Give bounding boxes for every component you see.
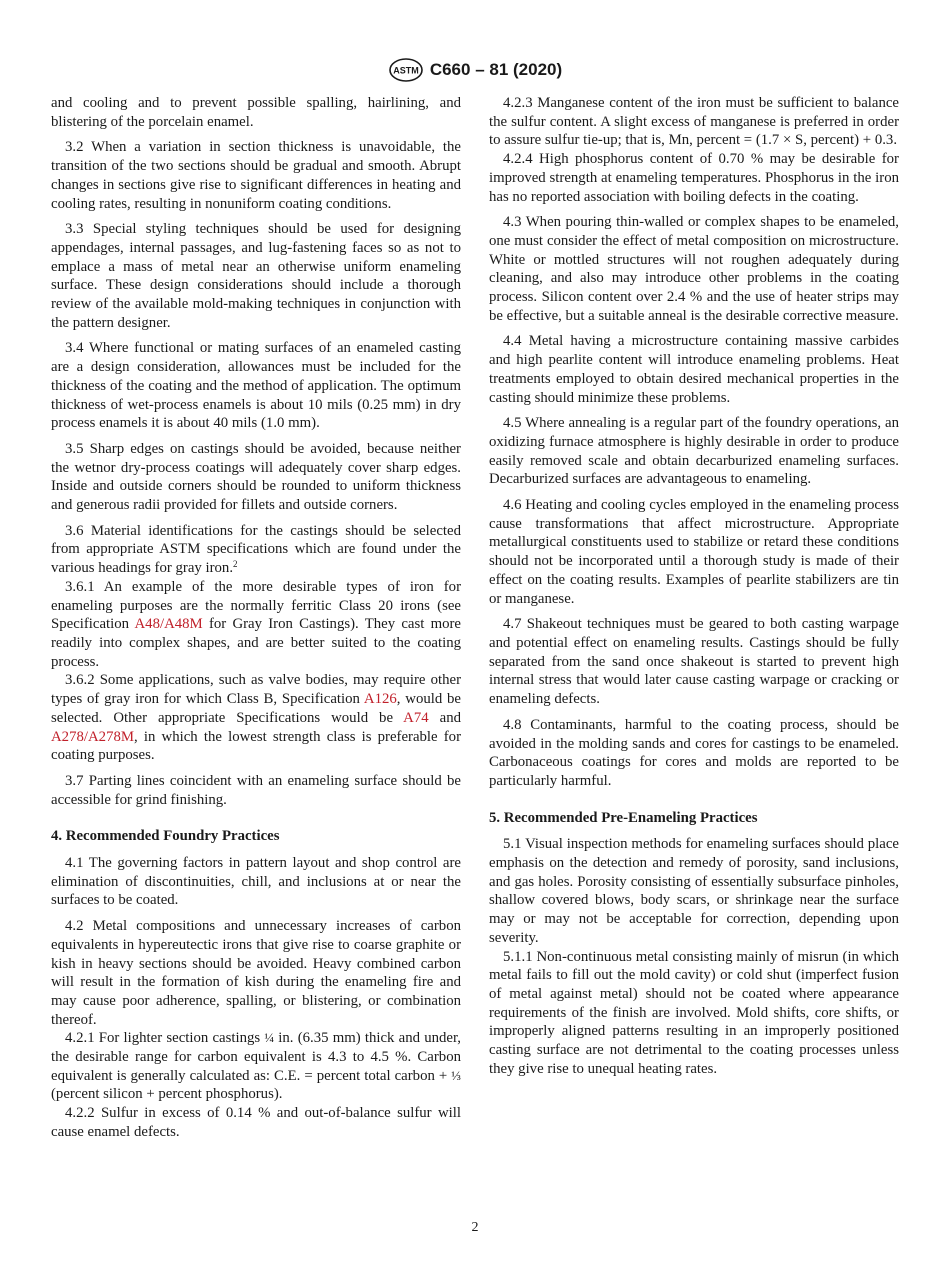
spec-link-a278[interactable]: A278/A278M <box>51 728 135 745</box>
paragraph-5-1: 5.1 Visual inspection methods for enameling surfaces should place emphasis on the detection and remedy of porosity, sand inclusions, and gas holes. Porosity consisting of essentially subsurface pinholes, shallow covered blows, body scars, or shrinkage near the surface may or may not be acceptable for correction, depending upon severity. <box>489 836 899 946</box>
paragraph-4-8: 4.8 Contaminants, harmful to the coating process, should be avoided in the molding sands and cores for castings to be enameled. Carbonaceous coatings for cores and molds are reported to be particularly harmful. <box>489 716 899 789</box>
paragraph-4-2-2: 4.2.2 Sulfur in excess of 0.14 % and out-of-balance sulfur will cause enamel defects. <box>51 1105 461 1140</box>
paragraph-continuation: and cooling and to prevent possible spalling, hairlining, and blistering of the porcelain enamel. <box>51 95 461 130</box>
left-column <box>51 94 461 1142</box>
paragraph-3-2: 3.2 When a variation in section thickness is unavoidable, the transition of the two sections should be gradual and smooth. Abrupt changes in sections give rise to significant differences in heating and cooling rates, resulting in nonuniform coating conditions. <box>51 139 461 212</box>
svg-text:ASTM: ASTM <box>393 65 419 76</box>
paragraph-4-1: 4.1 The governing factors in pattern layout and shop control are elimination of discontinuities, chill, and inclusions at or near the surfaces to be coated. <box>51 855 461 909</box>
paragraph-4-2: 4.2 Metal compositions and unnecessary increases of carbon equivalents in hypereutectic irons that give rise to coarse graphite or kish in heavy sections should be avoided. Heavy combined carbon will result in the formation of kish during the enameling fire and may cause poor adherence, spalling, or blistering, or combination thereof. <box>51 918 461 1028</box>
page-number: 2 <box>471 1220 479 1235</box>
paragraph-3-6-2: 3.6.2 Some applications, such as valve bodies, may require other types of gray iron for which Class B, Specification A126, would be selected. Other appropriate Specifications would be A74 and A278/A278M, in which the lowest strength class is preferable for coating purposes. <box>51 672 461 764</box>
paragraph-4-7: 4.7 Shakeout techniques must be geared to both casting warpage and potential effect on enameling results. Castings should be fully separated from the sand once shakeout is started to prevent high internal stress that would later cause casting warpage or cracking or enameling defects. <box>489 616 899 708</box>
right-column <box>489 94 899 1078</box>
section-4-heading: 4. Recommended Foundry Practices <box>51 828 280 845</box>
paragraph-3-3: 3.3 Special styling techniques should be used for designing appendages, internal passages, and lug-fastening faces so as not to emplace a mass of metal near an otherwise uniform enameling surface. These design considerations should include a thorough review of the available mold-making techniques in conjunction with the pattern designer. <box>51 221 461 331</box>
paragraph-4-2-1: 4.2.1 For lighter section castings ¼ in. (6.35 mm) thick and under, the desirable range for carbon equivalent is 4.3 to 4.5 %. Carbon equivalent is generally calculated as: C.E. = percent total carbon + ⅓ (percent silicon + percent phosphorus). <box>51 1030 461 1103</box>
paragraph-4-5: 4.5 Where annealing is a regular part of the foundry operations, an oxidizing furnace atmosphere is highly desirable in order to produce easily removed scale and obtain decarburized enameling surfaces. Decarburized surfaces are advantageous to enameling. <box>489 415 899 488</box>
paragraph-4-4: 4.4 Metal having a microstructure containing massive carbides and high pearlite content will introduce enameling problems. Heat treatments employed to obtain desired mechanical properties in the casting should minimize these problems. <box>489 333 899 406</box>
standard-designation: C660 – 81 (2020) <box>429 60 563 79</box>
spec-link-a126[interactable]: A126 <box>363 691 397 708</box>
footnote-marker[interactable]: 2 <box>233 559 238 570</box>
paragraph-3-6: 3.6 Material identifications for the castings should be selected from appropriate ASTM specifications which are found under the various headings for gray iron.$^2$ <box>51 522 461 577</box>
paragraph-3-4: 3.4 Where functional or mating surfaces of an enameled casting are a design consideration, allowances must be included for the thickness of the coating and the method of application. The optimum thickness of wet-process enamels is about 10 mils (0.25 mm) in dry process enamels it is about 40 mils (1.0 mm). <box>51 340 461 432</box>
spec-link-a48[interactable]: A48/A48M <box>134 616 203 633</box>
section-5-heading: 5. Recommended Pre-Enameling Practices <box>489 809 758 826</box>
paragraph-4-3: 4.3 When pouring thin-walled or complex shapes to be enameled, one must consider the effect of metal composition on microstructure. White or mottled structures will not roughen adequately during cleaning, and also may introduce other problems in the coating process. Silicon content over 2.4 % and the use of heater strips may be effective, but a suitable anneal is the desirable corrective measure. <box>489 214 899 324</box>
paragraph-4-6: 4.6 Heating and cooling cycles employed in the enameling process cause transformations that affect microstructure. Appropriate metallurgical constituents used to stabilize or retard these conditions should not be incorporated until a thorough study is made of their effect on the coating results. Examples of pearlite stabilizers are tin or manganese. <box>489 497 899 607</box>
spec-link-a74[interactable]: A74 <box>403 709 429 726</box>
page-header <box>0 58 950 82</box>
astm-logo-icon <box>388 58 424 82</box>
paragraph-3-7: 3.7 Parting lines coincident with an enameling surface should be accessible for grind finishing. <box>51 772 461 808</box>
paragraph-4-2-4: 4.2.4 High phosphorus content of 0.70 % may be desirable for improved strength at enameling temperatures. Phosphorus in the iron has no reported association with boiling defects in the coating. <box>489 151 899 205</box>
paragraph-3-5: 3.5 Sharp edges on castings should be avoided, because neither the wetnor dry-process coatings will adequately cover sharp edges. Inside and outside corners should be rounded to uniform thickness and generous radii provided for fillets and outside corners. <box>51 440 461 514</box>
paragraph-4-2-3: 4.2.3 Manganese content of the iron must be sufficient to balance the sulfur content. A slight excess of manganese is preferred in order to assure sulfur tie-up; that is, Mn, percent = (1.7 × S, percent) + 0.3. <box>489 95 899 149</box>
paragraph-3-6-1: 3.6.1 An example of the more desirable types of iron for enameling purposes are the normally ferritic Class 20 irons (see Specification A48/A48M for Gray Iron Castings). They cast more readily into complex shapes, and are better suited to the coating process. <box>51 578 461 670</box>
paragraph-5-1-1: 5.1.1 Non-continuous metal consisting mainly of misrun (in which metal fails to fill out the mold cavity) or cold shut (imperfect fusion of metal against metal) should not be coated where appearance requirements of the finish are involved. Mold shifts, core shifts, or improperly aligned patterns resulting in an improperly positioned casting surface are not detrimental to the coating processes unless they give rise to unequal heating rates. <box>489 948 899 1077</box>
